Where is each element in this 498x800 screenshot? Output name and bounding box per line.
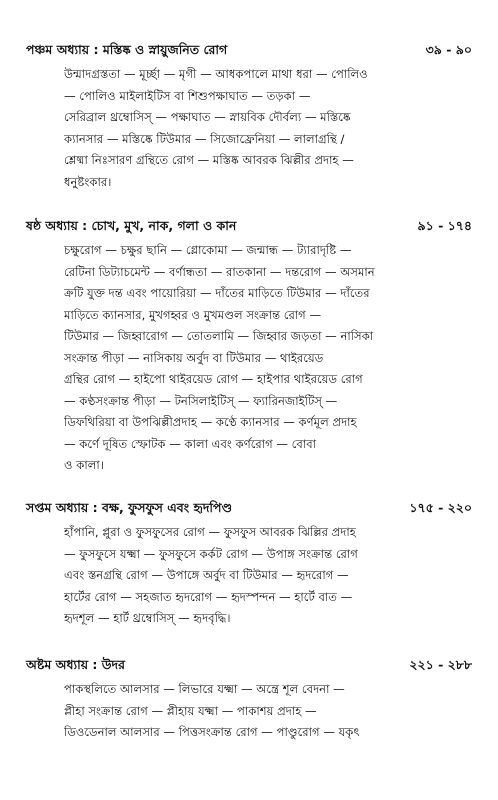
chapter-contents xyxy=(0,64,459,193)
contents-line: হার্টের রোগ — সহজাত হৃদরোগ — হৃদস্পন্দন — হার্টে বাত — xyxy=(64,589,353,604)
contents-line: ও কালা। xyxy=(64,458,104,472)
chapter-contents xyxy=(0,679,459,744)
contents-line: ধনুষ্টংকার। xyxy=(64,174,112,189)
contents-line: চক্ষুরোগ — চক্ষুর ছানি — গ্লোকোমা — জন্মান্ধ — ট্যারাদৃষ্টি — xyxy=(64,243,352,257)
contents-line: হৃদশূল — হার্ট থ্রম্বোসিস্ — হৃদবৃদ্ধি। xyxy=(64,611,231,625)
chapter-contents xyxy=(0,522,459,630)
chapter-7 xyxy=(0,498,498,630)
contents-line: — কর্ণে দূষিত স্ফোটক — কালা এবং কর্ণরোগ — বোবা xyxy=(64,436,317,451)
contents-line: এবং স্তনগ্রন্থি রোগ — উপাঙ্গে অর্বুদ বা টিউমার — হৃদরোগ — xyxy=(64,568,349,582)
page-range: ৩৯ - ৯০ xyxy=(425,42,472,57)
chapter-8 xyxy=(0,655,498,744)
contents-line: শ্লেষ্মা নিঃসারণ গ্রন্থিতে রোগ — মস্তিষ্ক আবরক ঝিল্লীর প্রদাহ — xyxy=(64,153,354,167)
chapter-heading xyxy=(0,655,498,677)
contents-line: ক্রটি যুক্ত দন্ত এবং পায়োরিয়া — দাঁতের মাড়িতে টিউমার — দাঁতের xyxy=(64,286,370,300)
chapter-6 xyxy=(0,216,498,477)
chapter-heading xyxy=(0,216,498,238)
contents-line: প্লীহা সংক্রান্ত রোগ — প্লীহায় যক্ষ্মা — পাকাশয় প্রদাহ — xyxy=(64,703,317,718)
contents-line: গ্রন্থির রোগ — হাইপো থাইরয়েড রোগ — হাইপার থাইরয়েড রোগ xyxy=(64,372,363,386)
chapter-title: সপ্তম অধ্যায় : বক্ষ, ফুসফুস এবং হৃদপিণ্ড xyxy=(26,500,233,515)
chapter-title: ষষ্ঠ অধ্যায় : চোখ, মুখ, নাক, গলা ও কান xyxy=(26,218,237,233)
page-range: ২২১ - ২৮৮ xyxy=(409,657,472,672)
contents-line: — পোলিও মাইলাইটিস বা শিশুপক্ষাঘাত — তড়কা — xyxy=(64,88,311,103)
contents-line: সংক্রান্ত পীড়া — নাসিকায় অর্বুদ বা টিউমার — থাইরয়েড xyxy=(64,350,324,365)
contents-line: রেটিনা ডিট্যাচমেন্ট — বর্ণান্ধতা — রাতকানা — দন্তরোগ — অসমান xyxy=(64,264,375,279)
page-range: ১৭৫ - ২২০ xyxy=(409,500,472,515)
contents-line: সেরিব্রাল থ্রম্বোসিস্ — পক্ষাঘাত — স্নায়বিক দৌর্বল্য — মস্তিষ্কে xyxy=(64,110,351,124)
chapter-heading xyxy=(0,40,498,62)
chapter-title: পঞ্চম অধ্যায় : মস্তিষ্ক ও স্নায়ুজনিত রোগ xyxy=(26,42,228,57)
contents-line: হাঁপানি, প্লুরা ও ফুসফুসের রোগ — ফুসফুস আবরক ঝিল্লির প্রদাহ xyxy=(64,525,356,539)
contents-line: ডিওডেনাল আলসার — পিত্তসংক্রান্ত রোগ — পাণ্ডুরোগ — যকৃৎ xyxy=(64,725,360,739)
chapter-heading xyxy=(0,498,498,520)
page-range: ৯১ - ১৭৪ xyxy=(417,218,472,233)
contents-line: ক্যানসার — মস্তিষ্কে টিউমার — সিজোফ্রেনিয়া — লালাগ্রন্থি / xyxy=(64,131,345,146)
chapter-contents xyxy=(0,240,459,477)
contents-line: — কণ্ঠসংক্রান্ত পীড়া — টনসিলাইটিস্ — ফ্যারিনজাইটিস্ — xyxy=(64,393,338,408)
contents-line: ডিফথিরিয়া বা উপঝিল্লীপ্রদাহ — কণ্ঠে ক্যানসার — কর্ণমূল প্রদাহ xyxy=(64,415,357,429)
contents-line: — ফুসফুসে যক্ষ্মা — ফুসফুসে কর্কট রোগ — উপাঙ্গ সংক্রান্ত রোগ xyxy=(64,546,358,561)
contents-line: উন্মাদগ্রস্ততা — মূর্চ্ছা — মৃগী — আধকপালে মাথা ধরা — পোলিও xyxy=(64,67,368,81)
chapter-title: অষ্টম অধ্যায় : উদর xyxy=(26,657,125,672)
chapter-5 xyxy=(0,40,498,193)
contents-line: টিউমার — জিহ্বারোগ — তোতলামি — জিহ্বার জড়তা — নাসিকা xyxy=(64,329,374,343)
contents-line: পাকস্থলিতে আলসার — লিভারে যক্ষ্মা — অন্ত্রে শূল বেদনা — xyxy=(64,682,345,696)
contents-line: মাড়িতে ক্যানসার, মুখগহ্বর ও মুখমণ্ডল সংক্রান্ত রোগ — xyxy=(64,307,322,322)
